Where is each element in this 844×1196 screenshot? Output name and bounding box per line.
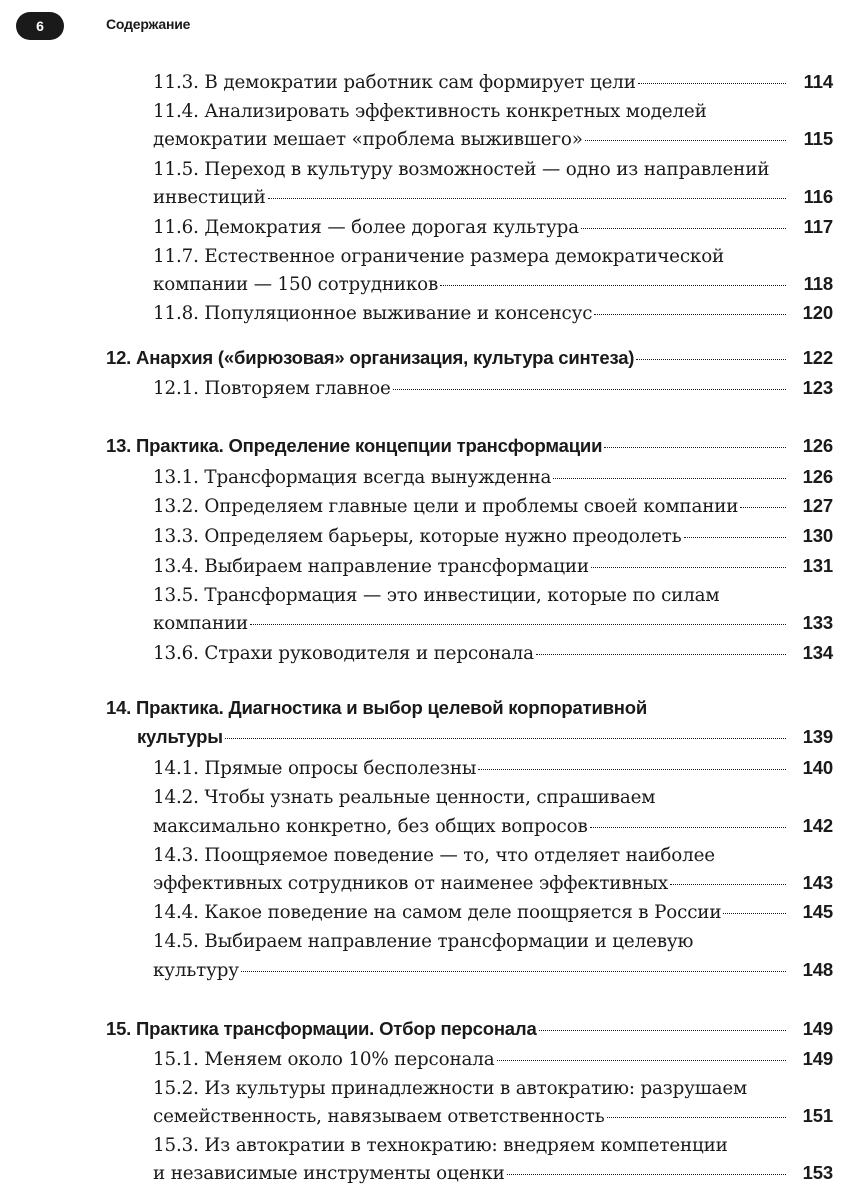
- toc-entry-text: 13.1. Трансформация всегда вынужденна: [153, 467, 552, 488]
- toc-page-number: 153: [802, 1162, 833, 1183]
- toc-entry-text: эффективных сотрудников от наименее эффективных: [153, 873, 669, 894]
- toc-entry-text: 11.7. Естественное ограничение размера демократической: [153, 246, 725, 267]
- toc-entry-text: 15.2. Из культуры принадлежности в автократию: разрушаем: [153, 1078, 748, 1099]
- toc-entry-text: компании: [153, 613, 249, 634]
- dot-leader: [497, 1060, 787, 1061]
- dot-leader: [507, 1174, 786, 1175]
- dot-leader: [440, 285, 786, 286]
- toc-chapter-title: 13. Практика. Определение концепции трансформации: [106, 435, 603, 456]
- toc-entry-text: демократии мешает «проблема выжившего»: [153, 129, 583, 150]
- running-title: Содержание: [106, 16, 191, 32]
- toc-chapter-title: 15. Практика трансформации. Отбор персонала: [106, 1018, 537, 1039]
- toc-page-number: 134: [802, 642, 833, 663]
- toc-entry-text: 11.4. Анализировать эффективность конкретных моделей: [153, 101, 707, 122]
- dot-leader: [268, 198, 786, 199]
- dot-leader: [539, 1030, 786, 1031]
- dot-leader: [581, 228, 786, 229]
- toc-page-number: 145: [802, 901, 833, 922]
- toc-page-number: 114: [803, 71, 833, 92]
- toc-page-number: 122: [802, 347, 833, 368]
- dot-leader: [225, 738, 786, 739]
- toc-page-number: 151: [802, 1105, 833, 1126]
- dot-leader: [723, 913, 786, 914]
- toc-entry-text: 11.5. Переход в культуру возможностей — одно из направлений: [153, 159, 770, 180]
- toc-page-number: 127: [802, 495, 833, 516]
- toc-entry-text: семейственность, навязываем ответственность: [153, 1106, 605, 1127]
- toc-entry-text: и независимые инструменты оценки: [153, 1163, 505, 1184]
- toc-page-number: 148: [802, 959, 833, 980]
- dot-leader: [241, 971, 786, 972]
- toc-entry-text: 13.3. Определяем барьеры, которые нужно преодолеть: [153, 526, 682, 547]
- toc-entry-text: компании — 150 сотрудников: [153, 274, 439, 295]
- toc-chapter-title: 12. Анархия («бирюзовая» организация, культура синтеза): [106, 347, 635, 368]
- dot-leader: [740, 507, 786, 508]
- toc-entry-text: 11.3. В демократии работник сам формирует цели: [153, 72, 636, 93]
- dot-leader: [638, 83, 786, 84]
- dot-leader: [590, 827, 786, 828]
- dot-leader: [585, 140, 786, 141]
- dot-leader: [478, 769, 786, 770]
- toc-entry-text: 12.1. Повторяем главное: [153, 378, 391, 399]
- toc-entry-text: 11.6. Демократия — более дорогая культура: [153, 217, 579, 238]
- toc-entry-text: 14.2. Чтобы узнать реальные ценности, спрашиваем: [153, 787, 656, 808]
- dot-leader: [604, 447, 786, 448]
- toc-page-number: 131: [802, 555, 833, 576]
- toc-entry-text: 15.3. Из автократии в технократию: внедряем компетенции: [153, 1135, 728, 1156]
- dot-leader: [553, 478, 786, 479]
- toc-page-number: 140: [802, 757, 833, 778]
- toc-page-number: 115: [803, 128, 833, 149]
- dot-leader: [607, 1117, 786, 1118]
- toc-page-number: 118: [803, 273, 833, 294]
- toc-page-number: 143: [802, 872, 833, 893]
- toc-entry-text: 15.1. Меняем около 10% персонала: [153, 1049, 495, 1070]
- dot-leader: [636, 359, 786, 360]
- dot-leader: [670, 884, 786, 885]
- toc-entry-text: 13.6. Страхи руководителя и персонала: [153, 643, 534, 664]
- toc-page-number: 117: [803, 216, 833, 237]
- toc-page-number: 126: [802, 466, 833, 487]
- toc-page-number: 149: [802, 1018, 833, 1039]
- toc-page-number: 116: [803, 186, 833, 207]
- toc-entry-text: 11.8. Популяционное выживание и консенсус: [153, 303, 593, 324]
- toc-page-number: 130: [802, 525, 833, 546]
- toc-chapter-title: культуры: [137, 726, 223, 747]
- toc-entry-text: 14.3. Поощряемое поведение — то, что отделяет наиболее: [153, 845, 715, 866]
- toc-page-number: 126: [802, 435, 833, 456]
- toc-entry-text: 14.1. Прямые опросы бесполезны: [153, 758, 477, 779]
- dot-leader: [684, 537, 786, 538]
- toc-entry-text: 14.5. Выбираем направление трансформации и целевую: [153, 931, 694, 952]
- toc-page-number: 139: [802, 726, 833, 747]
- toc-entry-text: максимально конкретно, без общих вопросов: [153, 816, 588, 837]
- toc-entry-text: 13.2. Определяем главные цели и проблемы своей компании: [153, 496, 739, 517]
- toc-chapter-title: 14. Практика. Диагностика и выбор целевой корпоративной: [106, 697, 648, 718]
- toc-entry-text: 14.4. Какое поведение на самом деле поощряется в России: [153, 902, 722, 923]
- toc-page-number: 120: [802, 302, 833, 323]
- toc-page-number: 133: [802, 612, 833, 633]
- toc-page-number: 142: [802, 815, 833, 836]
- dot-leader: [250, 624, 786, 625]
- toc-page-number: 123: [802, 377, 833, 398]
- toc-entry-text: 13.4. Выбираем направление трансформации: [153, 556, 589, 577]
- dot-leader: [536, 654, 786, 655]
- dot-leader: [591, 567, 786, 568]
- toc-entry-text: инвестиций: [153, 187, 266, 208]
- page-number-badge: 6: [16, 12, 64, 40]
- dot-leader: [393, 389, 786, 390]
- dot-leader: [594, 314, 786, 315]
- toc-page-number: 149: [802, 1048, 833, 1069]
- toc-entry-text: 13.5. Трансформация — это инвестиции, которые по силам: [153, 585, 720, 606]
- toc-entry-text: культуру: [153, 960, 239, 981]
